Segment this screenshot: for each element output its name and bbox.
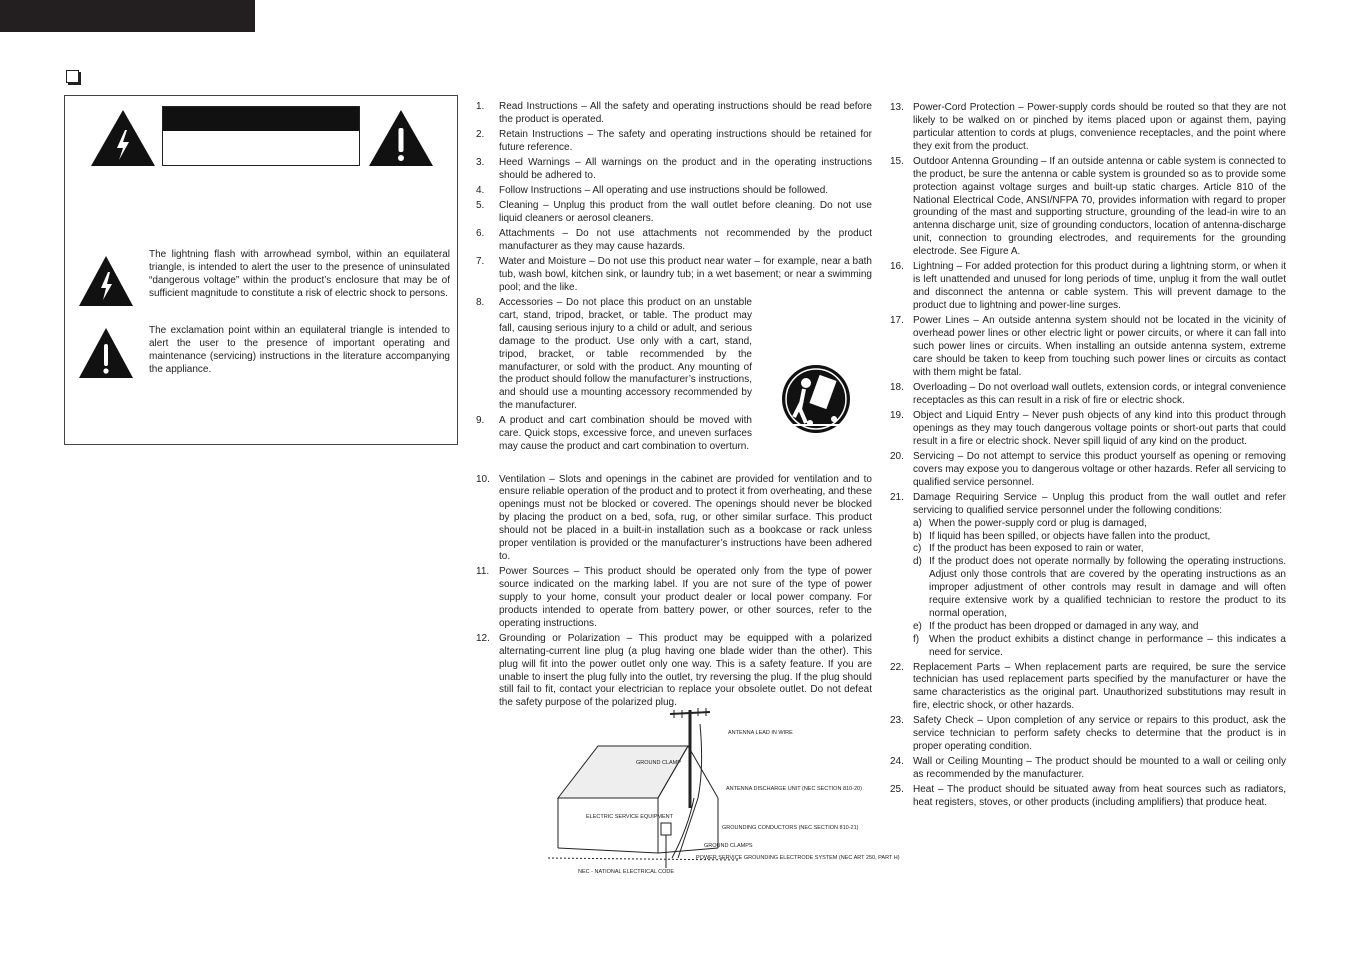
lightning-triangle-icon (77, 254, 135, 308)
item-number: 20. (890, 450, 904, 462)
list-item (476, 129, 872, 155)
item-number: 10. (476, 473, 490, 485)
list-item (890, 492, 1286, 518)
list-item (890, 315, 1286, 380)
item-number: 18. (890, 381, 904, 393)
item-text: Overloading – Do not overload wall outlets, extension cords, or integral convenience receptacles as this can result in a risk of fire or electric shock. (913, 381, 1286, 406)
list-item (476, 157, 872, 183)
item-number: 19. (890, 409, 904, 421)
condition-item (913, 518, 1286, 531)
exclamation-triangle-icon (77, 326, 135, 380)
item-number: 6. (476, 228, 485, 240)
fig-label-discharge-unit: ANTENNA DISCHARGE UNIT (NEC SECTION 810-20) (726, 786, 862, 792)
list-item (890, 410, 1286, 449)
item-text: Replacement Parts – When replacement parts are required, be sure the service technician has used replacement parts specified by the manufacturer or have the same characteristics as the original part. Unauthorized substitutions may result in fire, electric shock, or other hazards. (913, 661, 1286, 712)
condition-letter: e) (913, 620, 922, 632)
item-text: Read Instructions – All the safety and operating instructions should be read before the product is operated. (499, 101, 872, 125)
list-item (890, 784, 1286, 810)
caution-box (64, 95, 458, 445)
list-item (476, 228, 872, 254)
item-number: 3. (476, 157, 485, 168)
item-text: Heed Warnings – All warnings on the product and in the operating instructions should be adhered to. (499, 157, 872, 181)
item-number: 24. (890, 756, 904, 768)
checkbox-icon (66, 70, 79, 83)
item-text: Servicing – Do not attempt to service this product yourself as opening or removing covers may expose you to dangerous voltage or other hazards. Refer all servicing to qualified service personnel. (913, 450, 1286, 488)
item-text: Cleaning – Unplug this product from the wall outlet before cleaning. Do not use liquid cleaners or aerosol cleaners. (499, 200, 872, 224)
item-text: Attachments – Do not use attachments not recommended by the product manufacturer as they may cause hazards. (499, 228, 872, 252)
header-bar (0, 0, 255, 32)
item-text-content: A product and cart combination should be moved with care. Quick stops, excessive force, and uneven surfaces may cause the product and cart combination to overturn. (499, 415, 752, 453)
item-number: 21. (890, 491, 904, 503)
item-text: Follow Instructions – All operating and use instructions should be followed. (499, 185, 829, 196)
item-number: 12. (476, 632, 490, 644)
condition-text: If liquid has been spilled, or objects have fallen into the product, (929, 530, 1211, 542)
item-text: Power-Cord Protection – Power-supply cords should be routed so that they are not likely to be walked on or pinched by items placed upon or against them, paying particular attention to cords at plugs, convenience receptacles, and the point where they exit from the product. (913, 102, 1286, 152)
item-number: 11. (476, 566, 490, 578)
list-item (890, 715, 1286, 754)
condition-item (913, 556, 1286, 621)
list-item (890, 451, 1286, 490)
item-number: 2. (476, 129, 485, 140)
item-text: Power Lines – An outside antenna system should not be located in the vicinity of overhead power lines or other electric light or power circuits, or where it can fall into such power lines or circuits. When installing an outside antenna system, extreme care should be taken to keep from touching such power lines or circuits as contact with them might be fatal. (913, 315, 1286, 378)
condition-letter: f) (913, 633, 920, 645)
fig-label-power-service: POWER SERVICE GROUNDING ELECTRODE SYSTEM (NEC ART 250, PART H) (696, 855, 900, 861)
cart-warning-icon (780, 357, 852, 441)
exclamation-triangle-icon (367, 108, 435, 168)
item-text: Lightning – For added protection for this product during a lightning storm, or when it is left unattended and unused for long periods of time, unplug it from the wall outlet and disconnect the antenna or cable system. This will prevent damage to the product due to lightning and power-line surges. (913, 261, 1286, 311)
condition-text: When the product exhibits a distinct change in performance – this indicates a need for service. (929, 633, 1286, 658)
fig-label-grounding-conductors: GROUNDING CONDUCTORS (NEC SECTION 810-21) (722, 825, 859, 831)
caution-label (162, 106, 360, 166)
item-number: 4. (476, 185, 485, 196)
item-text: Water and Moisture – Do not use this product near water – for example, near a bath tub, wash bowl, kitchen sink, or laundry tub; in a wet basement; or near a swimming pool; and the like. (499, 256, 872, 293)
condition-text: If the product does not operate normally by following the operating instructions. Adjust only those controls that are covered by the operating instructions as an improper adjustment of other controls may result in damage and will often require extensive work by a qualified technician to restore the product to its normal operation, (929, 556, 1286, 619)
condition-text: When the power-supply cord or plug is damaged, (929, 517, 1147, 529)
item-text: Wall or Ceiling Mounting – The product should be mounted to a wall or ceiling only as recommended by the manufacturer. (913, 756, 1286, 781)
item-text: Retain Instructions – The safety and operating instructions should be retained for future reference. (499, 129, 872, 153)
condition-item (913, 634, 1286, 660)
condition-text: If the product has been dropped or damaged in any way, and (929, 620, 1199, 632)
item-number: 23. (890, 715, 904, 727)
list-item (476, 633, 872, 710)
list-item (890, 382, 1286, 408)
instructions-column-2 (890, 102, 1286, 812)
fig-label-nec: NEC - NATIONAL ELECTRICAL CODE (578, 869, 675, 875)
item-number: 9. (476, 415, 485, 427)
list-item (890, 756, 1286, 782)
condition-item (913, 543, 1286, 556)
damage-conditions-list (913, 518, 1286, 660)
item-number: 25. (890, 784, 904, 796)
item-text: Heat – The product should be situated away from heat sources such as radiators, heat registers, stoves, or other products (including amplifiers) that produce heat. (913, 784, 1286, 809)
item-number: 5. (476, 200, 485, 212)
lightning-description: The lightning flash with arrowhead symbol, within an equilateral triangle, is intended to alert the user to the presence of uninsulated “dangerous voltage” within the product’s enclosure that may be of sufficient magnitude to constitute a risk of electric shock to persons. (149, 249, 450, 299)
list-item (476, 185, 872, 198)
item-text-content: Accessories – Do not place this product on an unstable cart, stand, tripod, bracket, or table. The product may fall, causing serious injury to a child or adult, and serious damage to the product. Use only with a cart, stand, tripod, bracket, or table recommended by the manufacturer, or sold with the product. Any mounting of the product should follow the manufacturer’s instructions, and should use a mounting accessory recommended by the manufacturer. (499, 297, 752, 412)
list-item (476, 101, 872, 127)
list-item (476, 474, 872, 564)
item-number: 17. (890, 315, 904, 327)
list-item (890, 261, 1286, 313)
condition-item (913, 531, 1286, 544)
exclamation-description: The exclamation point within an equilateral triangle is intended to alert the user to the presence of important operating and maintenance (servicing) instructions in the literature accompanying the appliance. (149, 325, 450, 375)
condition-item (913, 621, 1286, 634)
condition-letter: c) (913, 543, 922, 555)
fig-label-ground-clamp: GROUND CLAMP (636, 760, 681, 766)
list-item (890, 102, 1286, 154)
item-text: Safety Check – Upon completion of any service or repairs to this product, ask the service technician to perform safety checks to determine that the product is in proper operating condition. (913, 715, 1286, 753)
item-text: Object and Liquid Entry – Never push objects of any kind into this product through openings as they may touch dangerous voltage points or short-out parts that could result in a fire or electric shock. Never spill liquid of any kind on the product. (913, 409, 1286, 447)
item-number: 15. (890, 155, 904, 167)
list-item (476, 256, 872, 295)
item-number: 1. (476, 101, 485, 112)
condition-text: If the product has been exposed to rain or water, (929, 543, 1144, 555)
item-text: Grounding or Polarization – This product may be equipped with a polarized alternating-current line plug (a plug having one blade wider than the other). This plug will fit into the power outlet only one way. This is a safety feature. If you are unable to insert the plug fully into the outlet, try reversing the plug. If the plug should still fail to fit, contact your electrician to replace your obsolete outlet. Do not defeat the safety purpose of the polarized plug. (499, 632, 872, 709)
item-number: 13. (890, 102, 904, 113)
item-number: 7. (476, 256, 485, 268)
item-text: Power Sources – This product should be operated only from the type of power source indicated on the marking label. If you are not sure of the type of power supply to your home, consult your product dealer or local power company. For products intended to operate from battery power, or other sources, refer to the operating instructions. (499, 566, 872, 629)
list-item (890, 662, 1286, 714)
caution-header (163, 107, 359, 131)
condition-letter: d) (913, 556, 922, 568)
item-number: 16. (890, 261, 904, 273)
list-item (476, 200, 872, 226)
list-item (890, 156, 1286, 259)
item-text: Ventilation – Slots and openings in the cabinet are provided for ventilation and to ensure reliable operation of the product and to protect it from overheating, and these openings must not be blocked or covered. The openings should never be blocked by placing the product on a bed, sofa, rug, or other similar surface. This product should not be placed in a built-in installation such as a bookcase or rack unless proper ventilation is provided or the manufacturer’s instructions have been adhered to. (499, 473, 873, 562)
list-item (476, 566, 872, 631)
item-number: 8. (476, 297, 485, 308)
lightning-triangle-icon (89, 108, 157, 168)
condition-letter: a) (913, 517, 922, 529)
fig-label-antenna-lead: ANTENNA LEAD IN WIRE (728, 730, 793, 736)
item-number: 22. (890, 661, 904, 673)
fig-label-electric-service: ELECTRIC SERVICE EQUIPMENT (586, 814, 673, 820)
fig-label-ground-clamps: GROUND CLAMPS (704, 843, 753, 849)
item-text: Damage Requiring Service – Unplug this product from the wall outlet and refer servicing to qualified service personnel under the following conditions: (913, 491, 1286, 516)
condition-letter: b) (913, 530, 922, 542)
item-text: Outdoor Antenna Grounding – If an outside antenna or cable system is connected to the product, be sure the antenna or cable system is grounded so as to provide some protection against voltage surges and built-up static charges. Article 810 of the National Electrical Code, ANSI/NFPA 70, provides information with regard to proper grounding of the mast and supporting structure, grounding of the lead-in wire to an antenna discharge unit, size of grounding conductors, location of antenna-discharge unit, connection to grounding electrodes, and requirements for the grounding electrode. See Figure A. (913, 155, 1286, 258)
